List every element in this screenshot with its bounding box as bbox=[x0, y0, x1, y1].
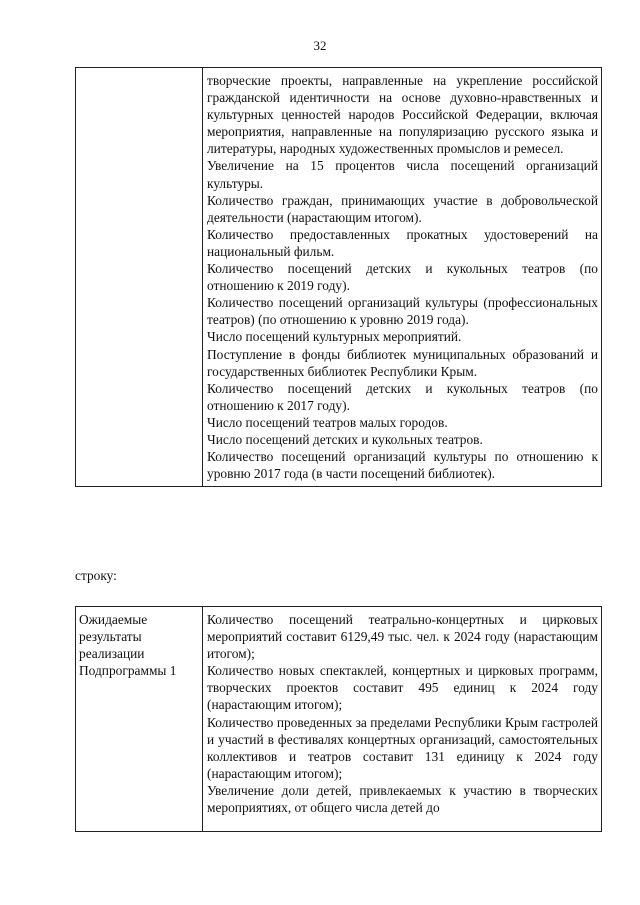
table-right-cell bbox=[203, 68, 602, 487]
result-paragraph: Количество граждан, принимающих участие в добровольческой деятельности (нарастающим итогом). bbox=[207, 192, 598, 225]
result-paragraph: Число посещений детских и кукольных театров. bbox=[207, 431, 483, 447]
results-table-new bbox=[75, 606, 602, 832]
result-paragraph: Количество посещений театрально-концертных и цирковых мероприятий составит 6129,49 тыс. чел. к 2024 году (нарастающим итогом); bbox=[207, 612, 598, 662]
results-table-previous bbox=[75, 67, 602, 487]
result-paragraph: Число посещений культурных мероприятий. bbox=[207, 329, 462, 345]
result-paragraph: Количество посещений организаций культуры (профессиональных театров) (по отношению к уровню 2019 года). bbox=[207, 295, 598, 328]
result-paragraph: Количество предоставленных прокатных удостоверений на национальный фильм. bbox=[207, 226, 598, 259]
table-left-cell bbox=[76, 607, 203, 832]
table-right-cell bbox=[203, 607, 602, 832]
result-paragraph: Увеличение доли детей, привлекаемых к участию в творческих мероприятиях, от общего числа детей до bbox=[207, 782, 598, 816]
left-cell-label bbox=[76, 68, 202, 72]
result-paragraph: творческие проекты, направленные на укрепление российской гражданской идентичности на основе духовно-нравственных и культурных ценностей народов Российской Федерации, включая мероприятия, направленные на популяризацию русского языка и литературы, народных художественных промыслов и ремесел. bbox=[207, 73, 598, 157]
result-paragraph: Увеличение на 15 процентов числа посещений организаций культуры. bbox=[207, 158, 598, 191]
replacement-caption: строку: bbox=[75, 568, 117, 583]
table-row bbox=[76, 607, 602, 832]
page-number: 32 bbox=[313, 38, 327, 53]
result-paragraph: Количество проведенных за пределами Республики Крым гастролей и участий в фестивалях концертных организаций, самостоятельных коллективов и театров составит 131 единицу к 2024 году (нарастающим итогом); bbox=[207, 714, 598, 781]
left-cell-label: Ожидаемые результаты реализации Подпрограммы 1 bbox=[79, 612, 177, 678]
result-paragraph: Количество посещений организаций культуры по отношению к уровню 2017 года (в части посещений библиотек). bbox=[207, 449, 598, 482]
result-paragraph: Количество посещений детских и кукольных театров (по отношению к 2019 году). bbox=[207, 261, 598, 294]
result-paragraph: Поступление в фонды библиотек муниципальных образований и государственных библиотек Республики Крым. bbox=[207, 346, 598, 379]
result-paragraph: Количество новых спектаклей, концертных и цирковых программ, творческих проектов составит 495 единиц к 2024 году (нарастающим итогом); bbox=[207, 663, 598, 713]
result-paragraph: Количество посещений детских и кукольных театров (по отношению к 2017 году). bbox=[207, 380, 598, 413]
table-left-cell bbox=[76, 68, 203, 487]
table-row bbox=[76, 68, 602, 487]
result-paragraph: Число посещений театров малых городов. bbox=[207, 414, 448, 430]
